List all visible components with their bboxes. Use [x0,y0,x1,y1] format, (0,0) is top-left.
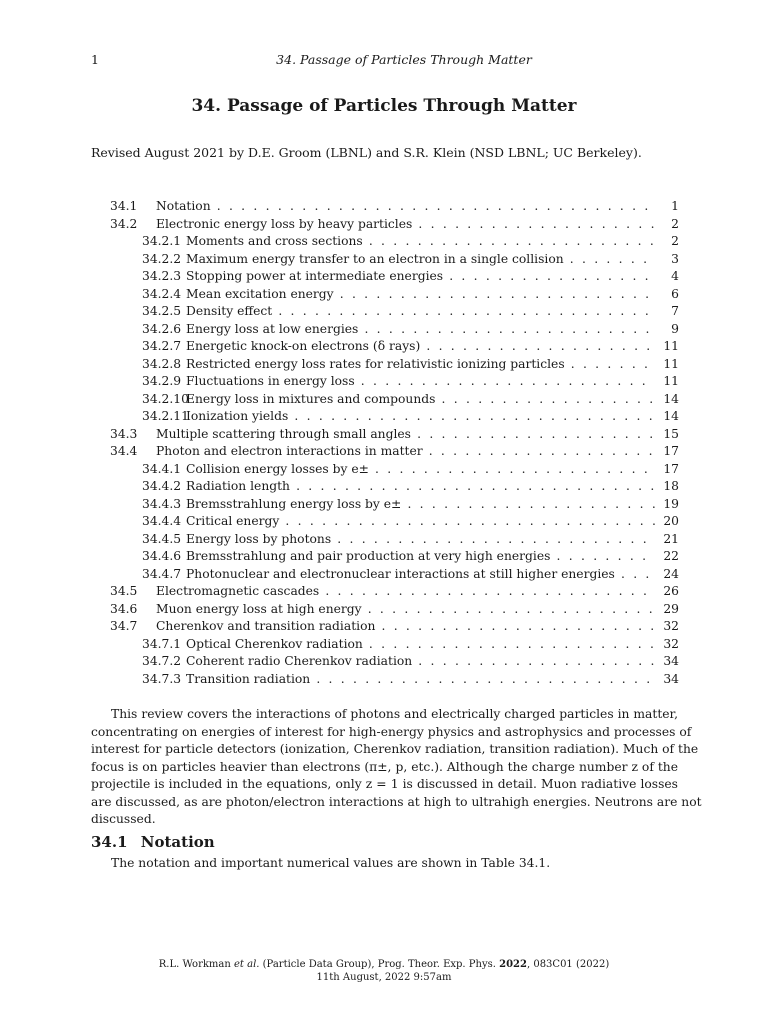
toc-number: 34.7.3 [142,671,182,686]
toc-page: 11 [663,356,679,371]
footer-timestamp: 11th August, 2022 9:57am [316,972,452,983]
citation-article: , 083C01 (2022) [526,959,610,970]
toc-number: 34.2.8 [142,356,182,371]
toc-entry[interactable] [110,251,679,269]
toc-entry[interactable] [110,461,679,479]
page-footer [0,958,768,984]
toc-entry[interactable] [110,286,679,304]
paragraph-line: projectile is included in the equations, only z = 1 is discussed in detail. Muon radiative losses [91,777,678,791]
toc-number: 34.4.3 [142,496,182,511]
page-title: 34. Passage of Particles Through Matter [191,96,577,116]
section-heading [91,833,215,851]
toc-title: Energetic knock-on electrons (δ rays) . . . [186,338,655,356]
toc-page: 7 [671,304,679,318]
section-title: Notation [140,833,215,851]
toc-title: Transition radiation . . . [186,671,655,689]
page-number: 1 [91,52,99,67]
toc-entry[interactable] [110,216,679,234]
toc-title: Electronic energy loss by heavy particles . . . [156,216,655,234]
toc-number: 34.2.5 [142,304,182,318]
paragraph-line: discussed. [91,812,156,826]
toc-number: 34.4.2 [142,479,182,493]
toc-entry[interactable] [110,636,679,654]
toc-entry[interactable] [110,426,679,444]
toc-entry[interactable] [110,356,679,374]
toc-page: 24 [663,566,679,581]
toc-entry[interactable] [110,513,679,531]
toc-number: 34.4.1 [142,461,182,476]
citation-journal: (Particle Data Group), Prog. Theor. Exp. Phys. [262,959,496,970]
toc-number: 34.4.6 [142,549,182,563]
toc-number: 34.2.4 [142,286,182,301]
toc-entry[interactable] [110,478,679,496]
toc-entry[interactable] [110,531,679,549]
toc-page: 14 [663,409,679,423]
toc-number: 34.2.1 [142,234,182,248]
toc-entry[interactable] [110,566,679,584]
toc-page: 11 [663,374,679,388]
revision-line: Revised August 2021 by D.E. Groom (LBNL) and S.R. Klein (NSD LBNL; UC Berkeley). [91,145,642,160]
toc-page: 21 [663,531,679,546]
toc-entry[interactable] [110,496,679,514]
paragraph-line: This review covers the interactions of photons and electrically charged particles in matter, [111,707,678,721]
toc-page: 11 [663,339,679,353]
toc-title: Bremsstrahlung energy loss by e± . . . [186,496,655,514]
toc-entry[interactable] [110,548,679,566]
toc-title: Mean excitation energy . . . [186,286,655,304]
toc-entry[interactable] [110,443,679,461]
intro-paragraph [91,706,702,829]
toc-page: 22 [663,549,679,563]
toc-number: 34.2.9 [142,374,182,388]
toc-entry[interactable] [110,391,679,409]
toc-page: 3 [671,251,679,266]
toc-title: Photon and electron interactions in matter . . . [156,443,655,461]
toc-page: 9 [671,321,679,336]
toc-entry[interactable] [110,268,679,286]
toc-title: Cherenkov and transition radiation . . . [156,618,655,636]
toc-page: 34 [663,671,679,686]
toc-number: 34.2 [110,216,138,231]
toc-title: Restricted energy loss rates for relativistic ionizing particles . . . [186,356,655,374]
toc-page: 1 [671,199,679,213]
toc-number: 34.4.4 [142,514,182,528]
toc-title: Stopping power at intermediate energies . . . [186,268,655,286]
section-text: The notation and important numerical values are shown in Table 34.1. [111,856,551,870]
toc-number: 34.2.7 [142,339,182,353]
toc-entry[interactable] [110,671,679,689]
citation-year: 2022 [499,959,527,970]
citation-et-al: et al. [234,959,260,970]
toc-page: 2 [671,234,679,248]
toc-title: Photonuclear and electronuclear interactions at still higher energies . . . [186,566,655,584]
toc-page: 4 [671,269,679,283]
toc-page: 26 [663,584,679,598]
toc-title: Notation . . . [156,198,655,216]
paragraph-line: interest for particle detectors (ionization, Cherenkov radiation, transition radiation). Much of the [91,742,699,756]
toc-page: 19 [663,496,679,511]
toc-title: Bremsstrahlung and pair production at very high energies . . . [186,548,655,566]
toc-number: 34.6 [110,601,138,616]
toc-page: 14 [663,391,679,406]
toc-page: 18 [663,479,679,493]
running-title: 34. Passage of Particles Through Matter [276,52,532,67]
toc-title: Electromagnetic cascades . . . [156,583,655,601]
toc-title: Energy loss at low energies . . . [186,321,655,339]
toc-number: 34.2.10 [142,391,189,406]
toc-entry[interactable] [110,233,679,251]
toc-title: Multiple scattering through small angles . . . [156,426,655,444]
toc-title: Energy loss in mixtures and compounds . . . [186,391,655,409]
toc-number: 34.4.7 [142,566,182,581]
toc-number: 34.7 [110,619,138,633]
toc-title: Coherent radio Cherenkov radiation . . . [186,653,655,671]
toc-number: 34.7.1 [142,636,182,651]
table-of-contents [110,198,679,688]
toc-title: Fluctuations in energy loss . . . [186,373,655,391]
toc-title: Collision energy losses by e± . . . [186,461,655,479]
toc-title: Energy loss by photons . . . [186,531,655,549]
toc-page: 2 [671,216,679,231]
running-header [91,52,677,70]
toc-entry[interactable] [110,653,679,671]
toc-number: 34.7.2 [142,654,182,668]
toc-entry[interactable] [110,618,679,636]
toc-entry[interactable] [110,321,679,339]
paragraph-line: are discussed, as are photon/electron interactions at high to ultrahigh energies. Neutrons are not [91,794,702,809]
toc-title: Maximum energy transfer to an electron in a single collision . . . [186,251,655,269]
citation-authors: R.L. Workman [158,959,231,970]
toc-entry[interactable] [110,583,679,601]
paragraph-line: focus is on particles heavier than electrons (π±, p, etc.). Although the charge number z of the [91,759,678,774]
toc-number: 34.2.6 [142,321,182,336]
toc-page: 29 [663,601,679,616]
toc-number: 34.5 [110,584,138,598]
citation-line [0,958,768,971]
paragraph-line: concentrating on energies of interest for high-energy physics and astrophysics and processes of [91,724,692,739]
section-number: 34.1 [91,833,128,851]
toc-number: 34.4 [110,444,138,458]
toc-title: Density effect . . . [186,303,655,321]
toc-entry[interactable] [110,338,679,356]
toc-number: 34.2.2 [142,251,182,266]
toc-entry[interactable] [110,373,679,391]
toc-page: 20 [663,514,679,528]
toc-number: 34.2.11 [142,409,189,423]
toc-page: 17 [663,461,679,476]
toc-title: Critical energy . . . [186,513,655,531]
toc-title: Optical Cherenkov radiation . . . [186,636,655,654]
toc-number: 34.4.5 [142,531,182,546]
toc-title: Radiation length . . . [186,478,655,496]
toc-entry[interactable] [110,198,679,216]
toc-entry[interactable] [110,408,679,426]
toc-number: 34.1 [110,199,138,213]
toc-page: 34 [663,654,679,668]
toc-page: 6 [671,286,679,301]
toc-page: 15 [663,426,679,441]
toc-number: 34.2.3 [142,269,182,283]
toc-page: 32 [663,619,679,633]
toc-title: Ionization yields . . . [186,408,655,426]
toc-number: 34.3 [110,426,138,441]
toc-title: Muon energy loss at high energy . . . [156,601,655,619]
toc-page: 32 [663,636,679,651]
toc-entry[interactable] [110,303,679,321]
toc-page: 17 [663,444,679,458]
toc-title: Moments and cross sections . . . [186,233,655,251]
toc-entry[interactable] [110,601,679,619]
